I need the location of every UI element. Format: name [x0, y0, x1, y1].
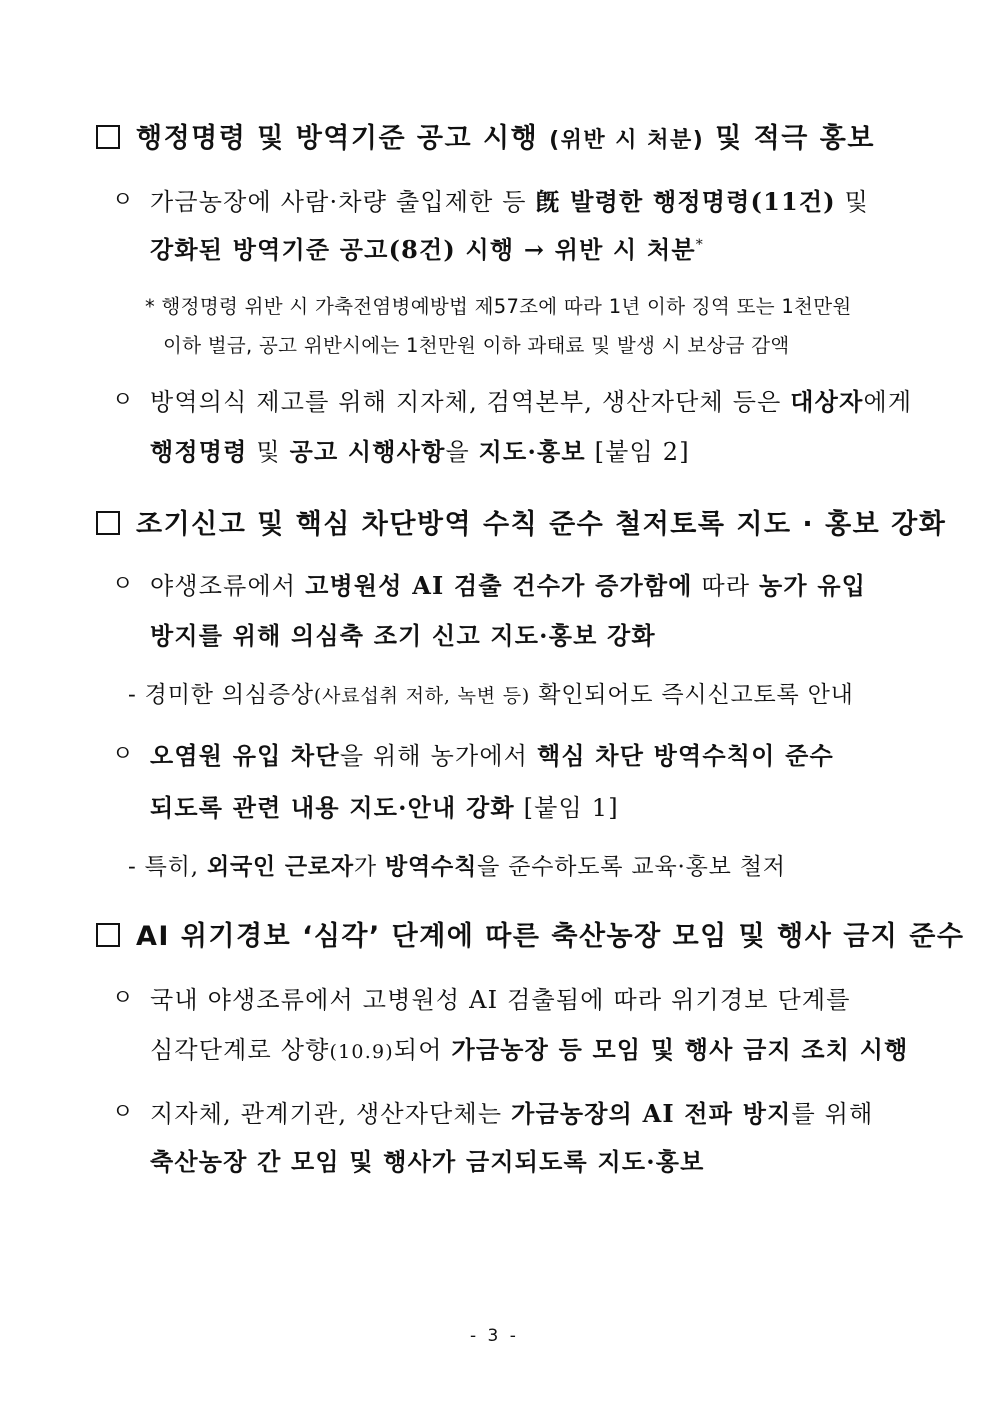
bullet-2-1: ㅇ 야생조류에서 고병원성 AI 검출 건수가 증가함에 따라 농가 유입 [150, 566, 866, 601]
bullet-2-2-line2: 되도록 관련 내용 지도·안내 강화 [붙임 1] [150, 793, 619, 822]
page-number: - 3 - [470, 1326, 519, 1346]
bullet-1-2-line2: 행정명령 및 공고 시행사항을 지도·홍보 [붙임 2] [150, 437, 690, 466]
bullet-marker: ㅇ [112, 1100, 135, 1125]
bullet-1-2: ㅇ 방역의식 제고를 위해 지자체, 검역본부, 생산자단체 등은 대상자에게 [150, 382, 912, 417]
bullet-marker: ㅇ [112, 572, 135, 597]
bullet-3-2-line2: 축산농장 간 모임 및 행사가 금지되도록 지도·홍보 [150, 1147, 705, 1176]
checkbox-square-icon [96, 125, 120, 149]
footnote-line-1: * 행정명령 위반 시 가축전염병예방법 제57조에 따라 1년 이하 징역 또는 1천만원 [145, 295, 852, 318]
checkbox-square-icon [96, 511, 120, 535]
bullet-1-1: ㅇ 가금농장에 사람·차량 출입제한 등 旣 발령한 행정명령(11건) 및 [150, 182, 869, 217]
bullet-2-2: ㅇ 오염원 유입 차단을 위해 농가에서 핵심 차단 방역수칙이 준수 [150, 736, 834, 771]
section-heading-2: 조기신고 및 핵심 차단방역 수칙 준수 철저토록 지도 · 홍보 강화 [96, 502, 946, 541]
bullet-3-1-line2: 심각단계로 상향(10.9)되어 가금농장 등 모임 및 행사 금지 조치 시행 [150, 1035, 909, 1064]
bullet-marker: ㅇ [112, 388, 135, 413]
bullet-2-1-line2: 방지를 위해 의심축 조기 신고 지도·홍보 강화 [150, 621, 656, 650]
section-heading-1: 행정명령 및 방역기준 공고 시행 (위반 시 처분) 및 적극 홍보 [96, 116, 875, 155]
bullet-3-1: ㅇ 국내 야생조류에서 고병원성 AI 검출됨에 따라 위기경보 단계를 [150, 980, 851, 1015]
dash-item-2-2: - 특히, 외국인 근로자가 방역수칙을 준수하도록 교육·홍보 철저 [128, 853, 786, 880]
bullet-1-1-line2: 강화된 방역기준 공고(8건) 시행 → 위반 시 처분* [150, 235, 704, 264]
footnote-line-2: 이하 벌금, 공고 위반시에는 1천만원 이하 과태료 및 발생 시 보상금 감액 [163, 334, 790, 357]
bullet-marker: ㅇ [112, 188, 135, 213]
checkbox-square-icon [96, 923, 120, 947]
dash-item-2-1: - 경미한 의심증상(사료섭취 저하, 녹변 등) 확인되어도 즉시신고토록 안내 [128, 682, 854, 708]
section-heading-3: AI 위기경보 ‘심각’ 단계에 따른 축산농장 모임 및 행사 금지 준수 [96, 914, 964, 953]
bullet-marker: ㅇ [112, 986, 135, 1011]
bullet-3-2: ㅇ 지자체, 관계기관, 생산자단체는 가금농장의 AI 전파 방지를 위해 [150, 1094, 874, 1129]
bullet-marker: ㅇ [112, 742, 135, 767]
